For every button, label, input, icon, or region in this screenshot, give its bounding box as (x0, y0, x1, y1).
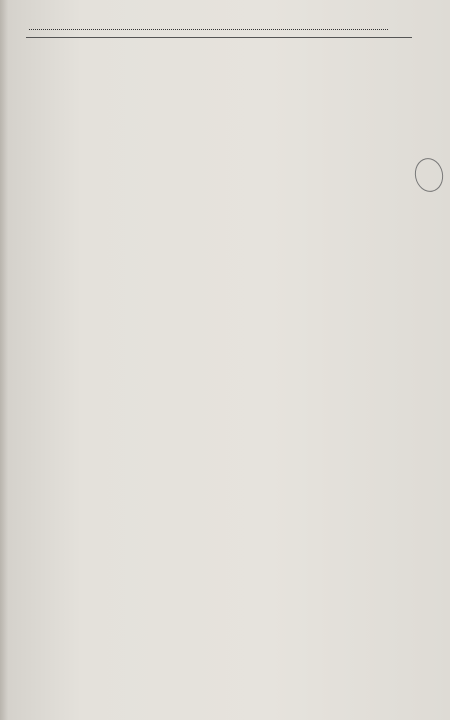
toc-content (26, 22, 412, 57)
scan-edge (0, 0, 8, 720)
toc-chapter-9 (26, 29, 412, 38)
pencil-circle-mark (412, 155, 446, 194)
dot-leader (29, 29, 388, 30)
